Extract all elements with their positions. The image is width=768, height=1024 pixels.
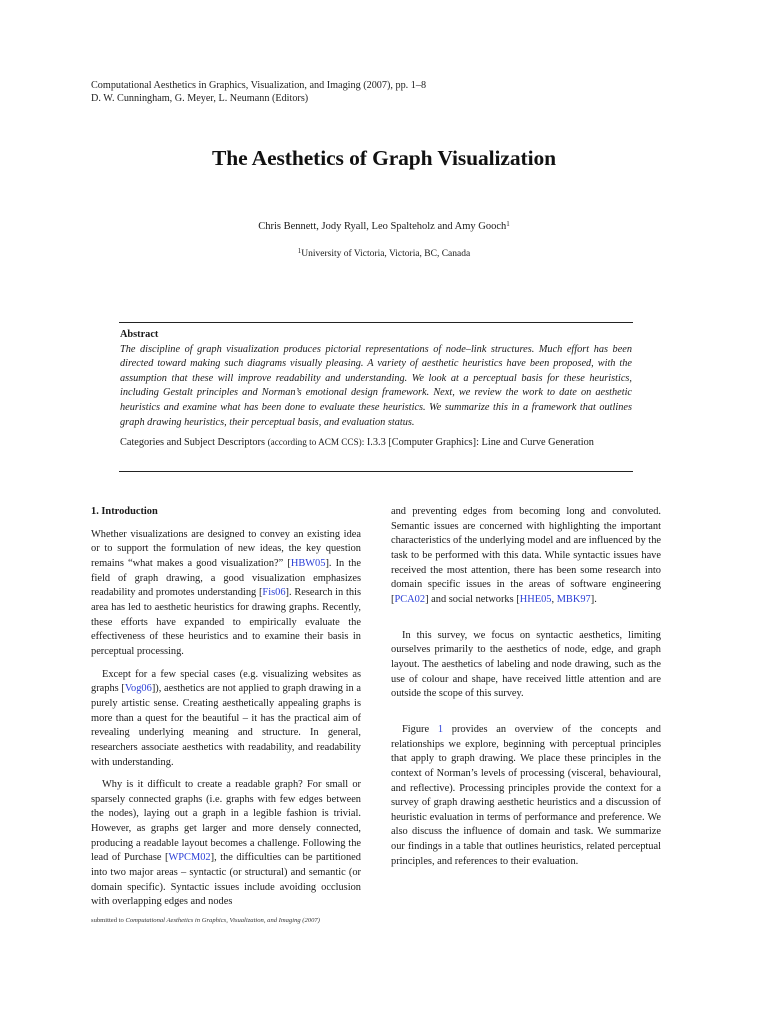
categories-label: Categories and Subject Descriptors [120, 437, 265, 449]
abstract-top-rule [119, 322, 633, 323]
authors-text: Chris Bennett, Jody Ryall, Leo Spalteholz and Amy Gooch [258, 221, 507, 232]
left-column [91, 505, 361, 910]
citation-link[interactable]: Fis06 [262, 587, 286, 599]
author-affil-mark: 1 [506, 220, 510, 228]
intro-paragraph-3: Why is it difficult to create a readable graph? For small or sparsely connected graphs (i.e. graphs with few edges between the nodes), laying out a graph in a legible fashion is trivial. However, as graphs get larger and more densely connected, producing a readable layout becomes a challenge. Following the lead of Purchase [WPCM02], the difficulties can be partitioned into two major areas – syntactic (or structural) and semantic (or domain specific). Syntactic issues include avoiding occlusion with overlapping edges and nodes [91, 779, 361, 908]
citation-link[interactable]: Vog06 [124, 683, 152, 695]
paper-title: The Aesthetics of Graph Visualization [212, 146, 556, 170]
section-heading-introduction: 1. Introduction [91, 506, 158, 517]
citation-link[interactable]: PCA02 [394, 593, 426, 605]
categories-text: I.3.3 [Computer Graphics]: Line and Curve Generation [366, 437, 594, 449]
venue-line-2: D. W. Cunningham, G. Meyer, L. Neumann (Editors) [91, 93, 309, 104]
affil-mark: 1 [297, 247, 302, 255]
abstract-bottom-rule [119, 471, 633, 472]
intro-paragraph-5: Figure 1 provides an overview of the concepts and relationships we explore, beginning with perceptual principles that apply to graph drawing. We place these principles in the context of Norman’s levels of processing (visceral, behavioural, and reflective). Processing principles provide the context for a survey of graph drawing aesthetic heuristics and a discussion of heuristic evaluation in terms of performance and preference. We also discuss the influence of domain and task. We summarize our findings in a table that outlines heuristics, related perceptual principles, and references to their evaluation. [391, 723, 661, 867]
abstract-text: The discipline of graph visualization produces pictorial representations of node–link structures. Much effort has been directed toward making such diagrams visually pleasing. A variety of aesthetic heuristics have been proposed, with the assumption that these will improve readability and understanding. We look at a perceptual basis for these heuristics, including Gestalt principles and Norman’s emotional design framework. Next, we review the work to date on aesthetic heuristics and examine what has been done to evaluate these heuristics. We summarize this in a framework that outlines graph drawing heuristics, their perceptual basis, and evaluation status. [120, 343, 632, 428]
subject-descriptors [120, 435, 632, 451]
page-footer [91, 917, 320, 924]
categories-note: (according to ACM CCS): [267, 437, 365, 448]
figure-reference-link[interactable]: 1 [437, 723, 444, 735]
affiliation [0, 249, 768, 259]
intro-paragraph-3-continued: and preventing edges from becoming long and convoluted. Semantic issues are concerned with highlighting the important characteristics of the underlying model and are influenced by the task to be performed with this data. While syntactic issues have received the most attention, there has been some research into domain specific issues in the areas of software engineering [PCA02] and social networks [HHE05, MBK97]. [391, 506, 661, 605]
right-column [391, 505, 661, 869]
citation-link[interactable]: MBK97 [556, 593, 591, 605]
footer-venue: Computational Aesthetics in Graphics, Visualization, and Imaging (2007) [125, 917, 320, 924]
intro-paragraph-4: In this survey, we focus on syntactic aesthetics, limiting ourselves primarily to the aesthetics of node, edge, and graph layout. The aesthetics of labeling and node drawing, such as the use of colour and shape, have received little attention and are outside the scope of this survey. [391, 629, 661, 700]
intro-paragraph-1: Whether visualizations are designed to convey an existing idea or to support the formulation of new ideas, the key question remains “what makes a good visualization?” [HBW05]. In the field of graph drawing, a good visualization emphasizes readability and promotes understanding [Fis06]. Research in this area has led to aesthetic heuristics for drawing graphs. Recently, these efforts have expanded to empirically evaluate the effectiveness of these heuristics and to examine their basis in perceptual processing. [91, 528, 361, 657]
citation-link[interactable]: HHE05 [519, 593, 552, 605]
intro-paragraph-2: Except for a few special cases (e.g. visualizing websites as graphs [Vog06]), aesthetics are not applied to graph drawing in a purely artistic sense. Creating aesthetically appealing graphs is more than a quest for the beautiful – it has the practical aim of revealing underlying meaning and structure. In general, researchers associate aesthetics with readability, and readability with understanding. [91, 668, 361, 768]
venue-line-1: Computational Aesthetics in Graphics, Visualization, and Imaging (2007), pp. 1–8 [91, 80, 427, 91]
author-list [0, 221, 768, 232]
citation-link[interactable]: HBW05 [290, 557, 326, 569]
footer-prefix: submitted to [91, 917, 126, 924]
abstract-heading: Abstract [120, 329, 159, 340]
venue-header [91, 79, 426, 105]
affiliation-text: University of Victoria, Victoria, BC, Canada [301, 249, 471, 259]
citation-link[interactable]: WPCM02 [168, 852, 211, 864]
abstract-block [120, 328, 632, 451]
